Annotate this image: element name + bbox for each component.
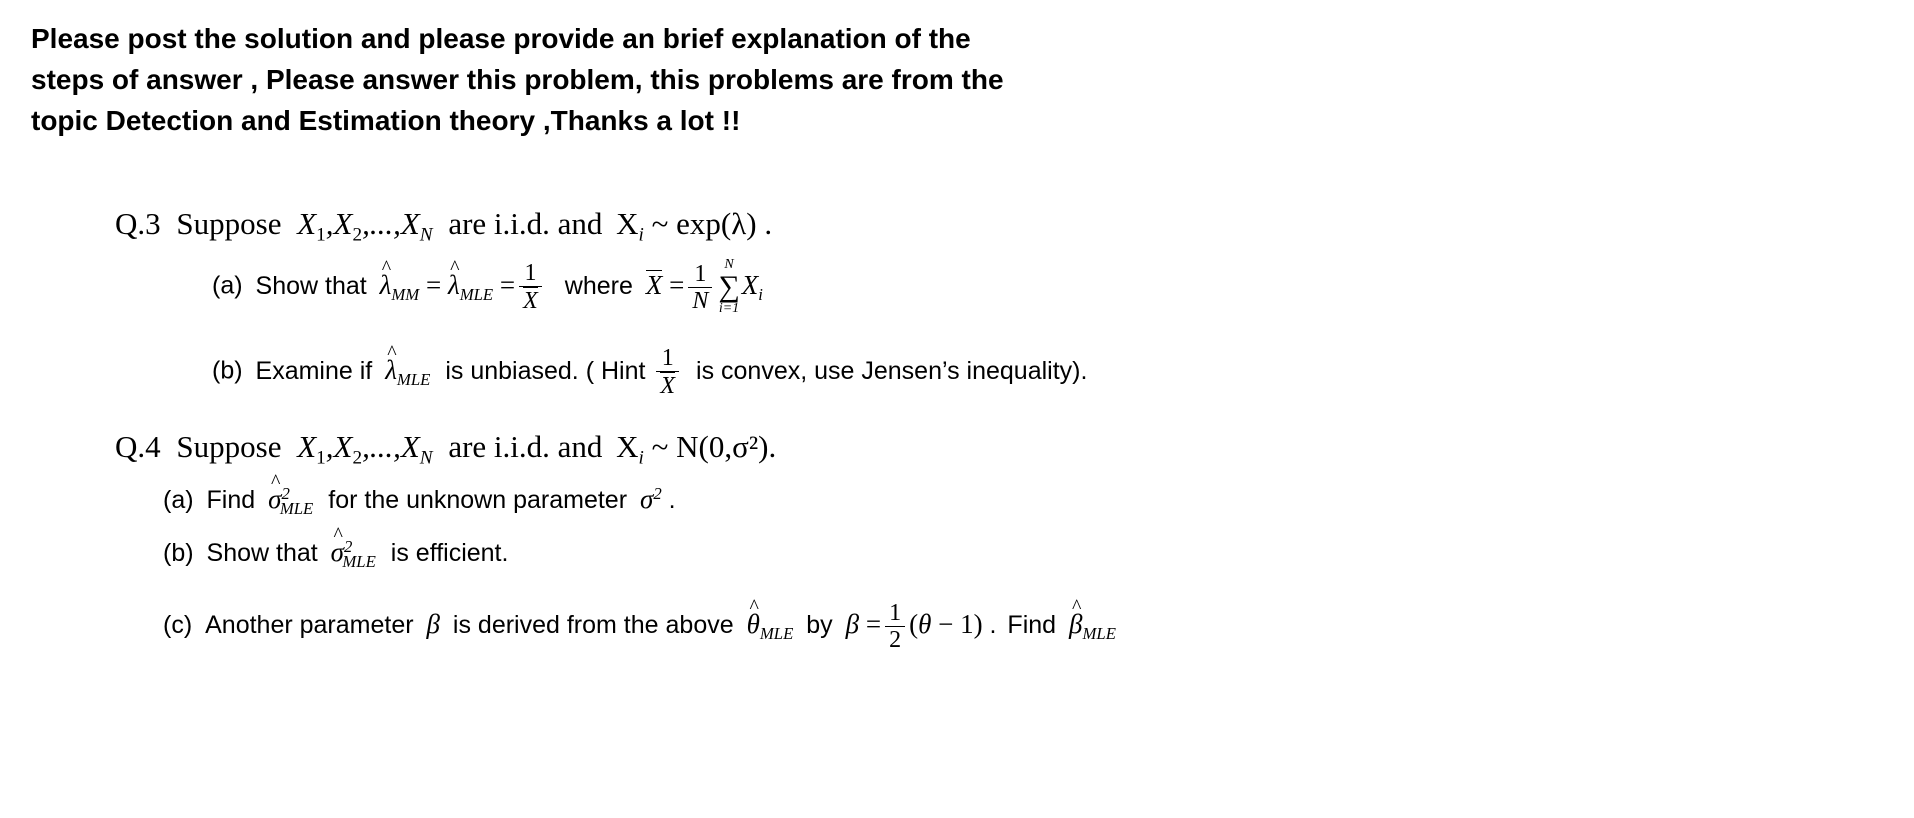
q4c-text: Another parameter	[205, 611, 414, 640]
q4a-end: for the unknown parameter	[328, 486, 628, 515]
sum-icon: N ∑ i=1	[718, 257, 740, 316]
q3a-equation: ^ $\lambda_{MM}$ = ^ $\lambda_{MLE}$ =	[380, 270, 516, 300]
q3b-end: is convex, use Jensen’s inequality).	[696, 356, 1088, 385]
q4c-label: (c)	[163, 611, 193, 640]
q4a-sigma-hat: ^ $\sigma^2_{MLE}$	[268, 484, 313, 514]
q3a-xi: $X_i$	[741, 269, 763, 304]
q3b-fraction: $\frac{1}{X}$	[656, 345, 679, 399]
q4c-by: by	[806, 611, 833, 640]
q3-part-b	[212, 345, 1087, 399]
q3-label: Q.3	[115, 206, 161, 241]
q4-label: Q.4	[115, 429, 161, 464]
q3-distribution: exp(λ)	[676, 206, 757, 241]
header-line-3: topic Detection and Estimation theory ,Thanks a lot !!	[31, 105, 741, 136]
q3-part-a	[212, 258, 763, 316]
q4-xi: $X_i$ ~	[616, 429, 669, 469]
q4-distribution: N(0,σ²).	[676, 429, 777, 464]
q4b-text: Show that	[206, 539, 318, 568]
q4b-sigma-hat: ^ $\sigma^2_{MLE}$	[331, 537, 376, 567]
q4c-expr: (θ − 1)	[909, 609, 983, 640]
q4c-beta-hat: ^ $\beta_{MLE}$	[1069, 609, 1116, 639]
q3a-mean-fraction: $\frac{1}{N}$	[688, 261, 712, 314]
header-line-1: Please post the solution and please provide an brief explanation of the	[31, 23, 971, 54]
q4-suppose: Suppose	[176, 429, 282, 464]
q3a-label: (a)	[212, 271, 243, 300]
q3-xi: $X_i$ ~	[616, 206, 669, 246]
q4a-text: Find	[206, 486, 256, 515]
q3a-where: where	[564, 271, 633, 300]
q4b-label: (b)	[163, 539, 194, 568]
q4c-find: Find	[1007, 611, 1057, 640]
q4c-fraction: $\frac{1}{2}$	[885, 600, 905, 653]
q3a-text: Show that	[255, 271, 367, 300]
q4c-theta-hat: ^ $\theta_{MLE}$	[747, 609, 794, 639]
q3b-text: Examine if	[255, 356, 373, 385]
q4c-mid: is derived from the above	[452, 611, 734, 640]
q4c-equation: β =	[845, 609, 882, 640]
q3b-label: (b)	[212, 356, 243, 385]
q4-statement	[115, 431, 776, 468]
q3a-fraction: $\frac{1}{X}$	[519, 260, 542, 314]
q4a-sigma: $\sigma^2$	[639, 484, 662, 515]
q4-part-a	[163, 486, 676, 518]
q3-iid: are i.i.d. and	[448, 206, 603, 241]
q4c-period: .	[982, 611, 997, 640]
q3-statement	[115, 208, 772, 245]
q4-variables: $X_1,X_2,...,X_N$	[297, 429, 433, 469]
q4a-period: .	[661, 486, 676, 515]
q3-variables: $X_1,X_2,...,X_N$	[297, 206, 433, 246]
q3-period: .	[764, 206, 773, 241]
request-header	[31, 18, 1131, 141]
q4-part-c	[163, 600, 1116, 653]
q4c-beta: β	[426, 609, 440, 640]
q3b-mid: is unbiased. ( Hint	[445, 356, 646, 385]
q4-iid: are i.i.d. and	[448, 429, 603, 464]
q4b-end: is efficient.	[390, 539, 509, 568]
q4-part-b	[163, 539, 508, 571]
q4a-label: (a)	[163, 486, 194, 515]
header-line-2: steps of answer , Please answer this problem, this problems are from the	[31, 64, 1004, 95]
q3a-mean-def: X =	[645, 269, 685, 300]
q3-suppose: Suppose	[176, 206, 282, 241]
q3b-lambda: ^ $\lambda_{MLE}$	[385, 355, 430, 385]
